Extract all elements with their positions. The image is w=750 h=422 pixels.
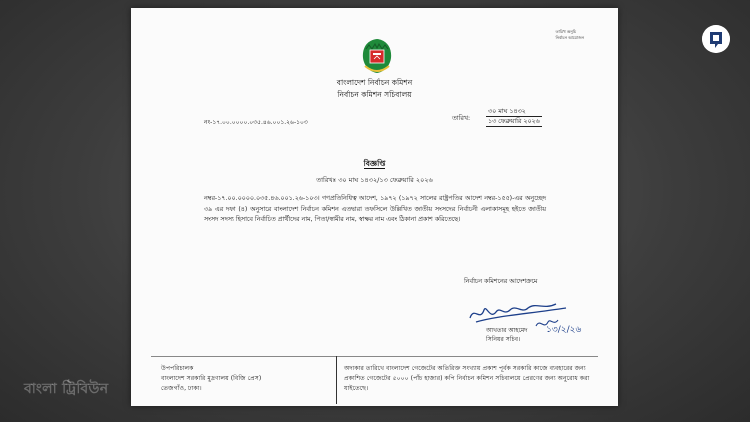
bangla-tribune-logo-icon	[702, 25, 730, 53]
footer-left-line-3: তেজগাঁও, ঢাকা।	[161, 385, 202, 392]
document-page	[131, 8, 618, 406]
footer-left-line-1: উপপরিচালক	[161, 365, 194, 372]
footer-recipient	[161, 364, 261, 394]
footer-request-text: অদ্যকার তারিখে বাংলাদেশ গেজেটের অতিরিক্ত সংখ্যায় প্রকাশ পূর্বক সরকারি কাজে ব্যবহারের জন্য প্রকাশিত গেজেটের ৫০০০ (পাঁচ হাজার) কপি নির্বাচন কমিশন সচিবালয়ে প্রেরণের জন্য অনুরোধ করা যাইতেছে।	[344, 365, 590, 392]
top-right-line-1: তারিখ অনুচি	[555, 29, 577, 34]
date-bangla: ৩০ মাঘ ১৪৩২	[486, 107, 542, 117]
election-commission-emblem-icon	[359, 36, 395, 76]
watermark-text: বাংলা ট্রিবিউন	[24, 381, 109, 397]
date-box	[486, 107, 542, 127]
footer-vertical-divider	[336, 356, 337, 404]
reference-number: নং-১৭.০০.০০০০.০৩৫.৪৬.০০১.২৬-১০৩	[204, 119, 308, 126]
top-right-line-2: নির্বাচন আয়োজন	[555, 35, 584, 40]
secretariat-name: নির্বাচন কমিশন সচিবালয়	[337, 90, 412, 99]
organization-name: বাংলাদেশ নির্বাচন কমিশন	[336, 78, 413, 87]
notice-title-text: বিজ্ঞপ্তি	[363, 159, 386, 168]
notice-body: নম্বর-১৭.০০.০০০০.০৩৫.৪৬.০০১.২৬-১০৩। গণপ্রতিনিধিত্ব আদেশ, ১৯৭২ (১৯৭২ সালের রাষ্ট্রপতির আদেশ নম্বর-১৫৫)-এর অনুচ্ছেদ ৩৯ এর দফা (৪) অনুসারে বাংলাদেশ নির্বাচন কমিশন এতদ্বারা তফসিলে উল্লিখিত জাতীয় সংসদের নির্বাচনী এলাকাসমূহ হইতে জাতীয় সংসদ সদস্য হিসাবে নির্বাচিত প্রার্থীদের নাম, পিতা/স্বামীর নাম, স্বাক্ষর নাম এবং ঠিকানা প্রকাশ করিতেছে।	[204, 195, 546, 223]
footer-left-line-2: বাংলাদেশ সরকারি মুদ্রণালয় (বিজি প্রেস)	[161, 375, 262, 382]
signatory-name: আখতার আহমেদ	[486, 327, 528, 334]
signatory-designation: সিনিয়র সচিব।	[486, 336, 521, 343]
top-right-tag	[556, 29, 585, 41]
order-line: নির্বাচন কমিশনের আদেশক্রমে	[464, 278, 538, 285]
footer-divider	[151, 356, 598, 357]
date-label: তারিখ:	[452, 115, 471, 122]
notice-date: তারিখঃ ৩০ মাঘ ১৪৩২/১৩ ফেব্রুয়ারি ২০২৬	[316, 176, 433, 184]
notice-title	[131, 159, 618, 171]
date-gregorian: ১৩ ফেব্রুয়ারি ২০২৬	[488, 118, 540, 125]
signature-date: ১৩/২/২৬	[546, 325, 582, 335]
signatory-block	[486, 326, 527, 344]
